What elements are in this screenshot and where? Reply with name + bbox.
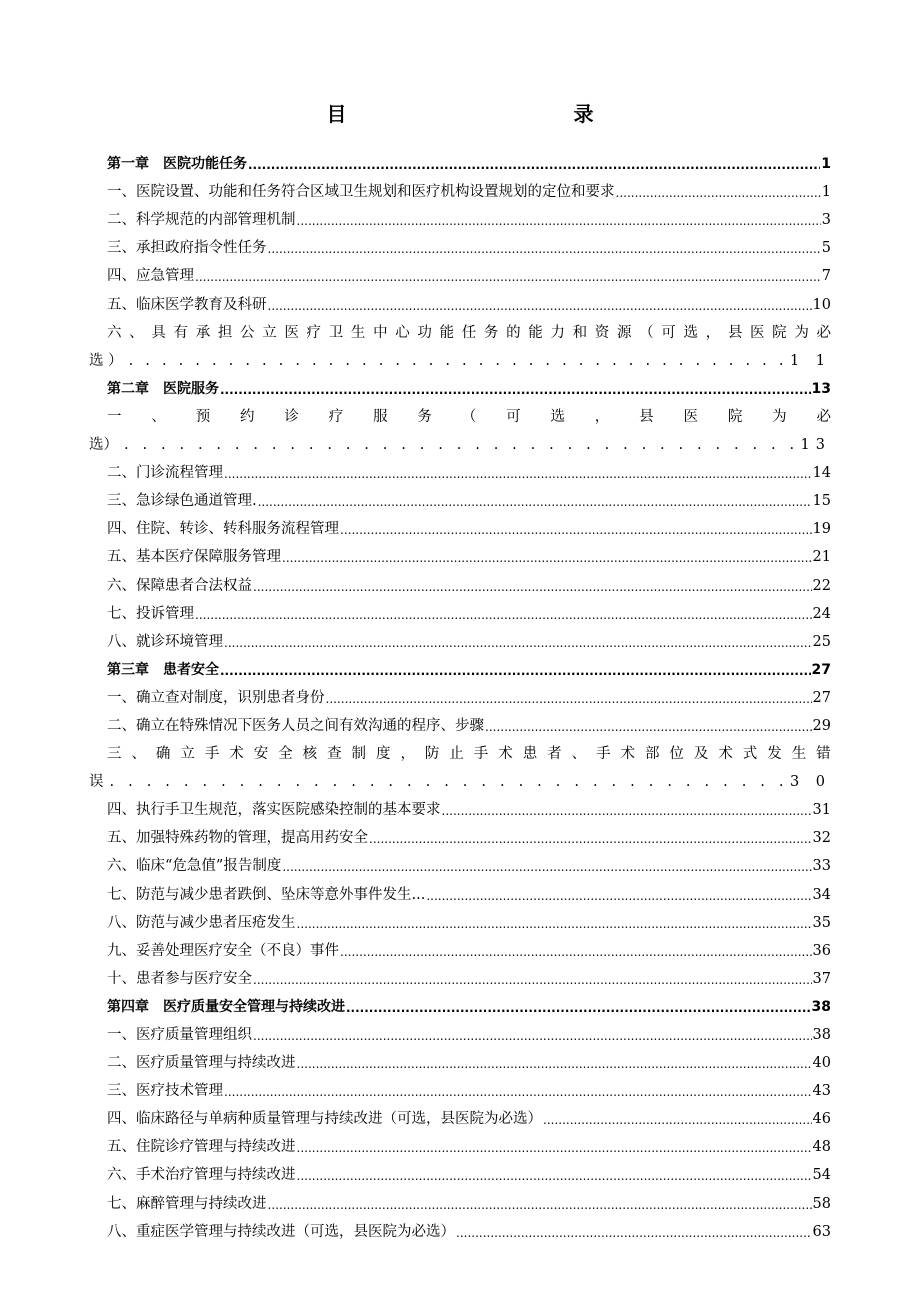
- toc-section-entry[interactable]: [89, 1185, 831, 1213]
- toc-leader-dots: [442, 802, 812, 820]
- toc-entry-text: 十、患者参与医疗安全: [107, 970, 252, 987]
- toc-entry-char: 资: [594, 324, 610, 341]
- toc-page-number: 21: [812, 549, 831, 566]
- toc-leader-dots: [340, 943, 812, 961]
- toc-entry-char: 术: [498, 746, 513, 763]
- toc-entry-char: 立: [180, 746, 195, 763]
- toc-entry-char: 约: [240, 408, 255, 425]
- toc-entry-text: 八、防范与减少患者压疮发生: [107, 914, 296, 931]
- toc-entry-text: 选）: [89, 437, 118, 454]
- toc-section-entry[interactable]: [89, 1101, 831, 1129]
- toc-entry-char: 一: [107, 408, 122, 425]
- toc-section-entry[interactable]: [89, 876, 831, 904]
- toc-entry-char: 安: [253, 746, 269, 763]
- toc-entry-text: 五、住院诊疗管理与持续改进: [107, 1139, 296, 1156]
- toc-entry-char: 中: [373, 324, 388, 341]
- toc-entry-char: （: [461, 408, 477, 425]
- toc-entry-text: 第三章 患者安全: [107, 661, 219, 678]
- toc-section-entry[interactable]: [89, 455, 831, 483]
- toc-chapter-entry[interactable]: [89, 146, 831, 174]
- toc-entry-char: 务: [483, 324, 499, 341]
- toc-entry-char: 核: [302, 746, 318, 763]
- toc-leader-dots: [220, 381, 811, 399]
- toc-entry-char: 确: [155, 746, 171, 763]
- toc-page-number: 10: [812, 296, 831, 313]
- toc-entry-char: 县: [639, 408, 654, 425]
- toc-entry-char: 可: [661, 324, 676, 341]
- toc-page-number: 13: [811, 380, 831, 397]
- toc-entry-text: 八、重症医学管理与持续改进（可选，县医院为必选）: [107, 1223, 455, 1240]
- toc-section-entry[interactable]: [89, 483, 831, 511]
- toc-section-entry[interactable]: [89, 792, 831, 820]
- toc-entry-char: 术: [718, 746, 733, 763]
- toc-leader-dots: [253, 1027, 812, 1045]
- toc-entry-text: 六、手术治疗管理与持续改进: [107, 1167, 296, 1184]
- toc-page-number: 19: [812, 521, 831, 538]
- toc-entry-char: 生: [791, 746, 807, 763]
- toc-section-entry[interactable]: [89, 680, 831, 708]
- toc-leader-dots: [282, 858, 811, 876]
- toc-entry-char: 诊: [284, 408, 299, 425]
- toc-page-number: 37: [812, 970, 831, 987]
- toc-page-number: 48: [812, 1139, 831, 1156]
- toc-entry-text: 第一章 医院功能任务: [107, 156, 247, 173]
- toc-entry-text: 四、应急管理: [107, 268, 194, 285]
- toc-leader-dots: [297, 1167, 812, 1185]
- toc-page-number: 43: [812, 1083, 831, 1100]
- toc-entry-char: 手: [204, 746, 220, 763]
- toc-leader-dots: [195, 606, 812, 624]
- toc-entry-char: 查: [327, 746, 342, 763]
- toc-entry-char: 的: [506, 324, 521, 341]
- toc-page-number: 63: [812, 1223, 831, 1240]
- toc-entry-char: 手: [596, 746, 611, 763]
- toc-section-entry[interactable]: [89, 961, 831, 989]
- toc-entry-char: 、: [129, 324, 144, 341]
- toc-entry-char: 和: [572, 324, 588, 341]
- toc-page-number: 1: [821, 184, 831, 201]
- toc-section-entry[interactable]: [89, 820, 831, 848]
- toc-entry-text: 六、保障患者合法权益: [107, 577, 252, 594]
- toc-leader-dots: [297, 212, 821, 230]
- toc-leader-dots: [224, 634, 812, 652]
- toc-entry-char: 为: [794, 324, 809, 341]
- toc-entry-char: 医: [284, 324, 299, 341]
- toc-entry-char: 能: [528, 324, 543, 341]
- toc-section-entry[interactable]: [89, 596, 831, 624]
- toc-entry-text: 三、急诊绿色通道管理.: [107, 493, 257, 510]
- toc-entry-line1[interactable]: [89, 315, 831, 343]
- toc-section-entry[interactable]: [89, 567, 831, 595]
- toc-entry-char: 担: [217, 324, 233, 341]
- toc-page-number: 38: [812, 1027, 831, 1043]
- toc-section-entry[interactable]: [89, 1157, 831, 1185]
- toc-page-number: 5: [821, 240, 831, 257]
- toc-leader-dots: [340, 521, 812, 539]
- toc-leader-dots: [248, 156, 820, 174]
- toc-entry-char: ，: [594, 408, 610, 425]
- toc-leader-dots: [297, 1139, 812, 1157]
- toc-entry-char: 度: [375, 746, 391, 763]
- toc-page-number: 58: [812, 1195, 831, 1212]
- toc-leader-dots: [224, 465, 812, 483]
- toc-entry-char: 三: [107, 746, 122, 763]
- toc-leader-dots: [369, 830, 812, 848]
- toc-entry-char: 必: [816, 324, 831, 341]
- toc-entry-char: 位: [669, 746, 684, 763]
- toc-entry-char: 服: [373, 408, 388, 425]
- toc-page-number: 40: [812, 1055, 831, 1072]
- toc-entry-text: 五、基本医疗保障服务管理: [107, 549, 281, 566]
- toc-section-entry[interactable]: [89, 1129, 831, 1157]
- toc-entry-char: 者: [547, 746, 562, 763]
- toc-entry-char: 能: [439, 324, 455, 341]
- toc-entry-text: 五、临床医学教育及科研: [107, 296, 267, 313]
- toc-entry-char: 六: [107, 324, 122, 341]
- toc-entry-char: 止: [449, 746, 464, 763]
- toc-page-number: 34: [812, 886, 831, 903]
- toc-entry-char: ，: [705, 324, 721, 341]
- toc-leader-dots: . . . . . . . . . . . . . . . . . . . . . . . . . . . . . . . . . . . . .: [109, 774, 784, 791]
- toc-entry-char: 有: [173, 324, 189, 341]
- toc-entry-text: 一、医院设置、功能和任务符合区域卫生规划和医疗机构设置规划的定位和要求: [107, 184, 615, 201]
- toc-entry-text: 七、投诉管理: [107, 605, 194, 622]
- toc-entry-char: 医: [749, 324, 765, 341]
- toc-entry-char: ，: [400, 746, 415, 763]
- toc-entry-text: 二、科学规范的内部管理机制: [107, 212, 296, 229]
- toc-entry-text: 八、就诊环境管理: [107, 633, 223, 650]
- toc-section-entry[interactable]: [89, 258, 831, 286]
- toc-entry-char: 务: [417, 408, 432, 425]
- toc-entry-text: 三、承担政府指令性任务: [107, 240, 267, 257]
- toc-leader-dots: [253, 971, 812, 989]
- toc-chapter-entry[interactable]: [89, 371, 831, 399]
- toc-leader-dots: [282, 549, 812, 567]
- toc-section-entry[interactable]: [89, 174, 831, 202]
- toc-leader-dots: [220, 662, 811, 680]
- toc-section-entry[interactable]: [89, 905, 831, 933]
- toc-entry-char: 院: [772, 324, 787, 341]
- toc-entry-char: 及: [693, 746, 709, 763]
- toc-entry-text: 选 ）: [89, 352, 123, 369]
- toc-entry-char: 全: [278, 746, 293, 763]
- toc-leader-dots: [253, 578, 812, 596]
- toc-leader-dots: [543, 1111, 812, 1129]
- toc-section-entry[interactable]: [89, 230, 831, 258]
- toc-entry-char: 选: [683, 324, 698, 341]
- toc-page-number: 35: [812, 914, 831, 931]
- toc-entry-text: 一、确立查对制度，识别患者身份: [107, 689, 325, 706]
- toc-entry-char: 医: [683, 408, 698, 425]
- toc-entry-char: 、: [131, 746, 146, 763]
- toc-entry-char: 承: [195, 324, 211, 341]
- toc-leader-dots: [485, 718, 812, 736]
- toc-entry-text: 四、住院、转诊、转科服务流程管理: [107, 521, 339, 538]
- toc-page-number: 7: [821, 268, 831, 285]
- toc-entry-line2[interactable]: [89, 427, 831, 455]
- toc-entry-char: 式: [742, 746, 758, 763]
- toc-entry-char: 、: [151, 408, 166, 425]
- toc-entry-char: 选: [550, 408, 565, 425]
- toc-entry-char: 县: [727, 324, 743, 341]
- toc-leader-dots: [268, 297, 812, 315]
- toc-entry-text: 误: [89, 774, 104, 791]
- toc-leader-dots: [326, 690, 812, 708]
- toc-entry-char: 立: [262, 324, 277, 341]
- toc-page-number: 3: [821, 212, 831, 229]
- toc-page-number: 38: [811, 998, 831, 1015]
- toc-leader-dots: [297, 1055, 812, 1073]
- toc-leader-dots: . . . . . . . . . . . . . . . . . . . . . . . . . . . . . . . . . . . . . . . .: [128, 352, 784, 369]
- toc-entry-char: 具: [151, 324, 166, 341]
- toc-entry-text: 三、医疗技术管理: [107, 1083, 223, 1100]
- toc-entry-char: 、: [571, 746, 587, 763]
- toc-entry-text: 九、妥善处理医疗安全（不良）事件: [107, 942, 339, 959]
- toc-entry-text: 第二章 医院服务: [107, 380, 219, 397]
- toc-section-entry[interactable]: [89, 1073, 831, 1101]
- toc-entry-line2[interactable]: [89, 764, 831, 792]
- toc-entry-char: 疗: [328, 408, 344, 425]
- toc-entry-char: 生: [350, 324, 366, 341]
- toc-entry-text: 第四章 医疗质量安全管理与持续改进: [107, 998, 345, 1015]
- toc-leader-dots: [268, 1196, 812, 1214]
- toc-entry-char: 预: [195, 408, 211, 425]
- toc-section-entry[interactable]: [89, 848, 831, 876]
- toc-chapter-entry[interactable]: [89, 989, 831, 1017]
- toc-entry-char: 院: [727, 408, 743, 425]
- toc-entry-char: 源: [616, 324, 632, 341]
- toc-section-entry[interactable]: [89, 708, 831, 736]
- toc-leader-dots: [224, 1083, 812, 1101]
- toc-entry-char: （: [639, 324, 654, 341]
- toc-entry-char: 患: [522, 746, 538, 763]
- toc-entry-char: 公: [240, 324, 255, 341]
- toc-page-number: 24: [812, 605, 831, 622]
- toc-entry-text: 六、临床“危急值”报告制度: [107, 858, 282, 875]
- toc-entry-text: 二、门诊流程管理: [107, 465, 223, 482]
- toc-leader-dots: [195, 268, 821, 286]
- toc-entry-text: 二、确立在特殊情况下医务人员之间有效沟通的程序、步骤: [107, 717, 484, 734]
- toc-page-number: 31: [812, 802, 831, 819]
- toc-entry-char: 卫: [328, 324, 344, 341]
- toc-page-number: 54: [812, 1167, 831, 1184]
- toc-page-number: 36: [812, 942, 831, 959]
- toc-page-number: 33: [812, 858, 831, 875]
- toc-entry-text: 七、防范与减少患者跌倒、坠床等意外事件发生...: [107, 886, 426, 903]
- page-title: 目 录: [326, 102, 704, 126]
- toc-entry-char: 术: [620, 746, 636, 763]
- toc-page-number: 1: [821, 156, 831, 173]
- toc-entry-char: 可: [506, 408, 521, 425]
- toc-page-number: 13: [800, 437, 831, 454]
- toc-entry-char: 防: [424, 746, 440, 763]
- toc-leader-dots: [616, 184, 821, 202]
- toc-section-entry[interactable]: [89, 1017, 831, 1045]
- toc-page-number: 46: [812, 1111, 831, 1128]
- toc-entry-char: 为: [772, 408, 787, 425]
- toc-page-number: 25: [812, 633, 831, 650]
- toc-section-entry[interactable]: [89, 202, 831, 230]
- toc-entry-char: 必: [816, 408, 831, 425]
- toc-section-entry[interactable]: [89, 624, 831, 652]
- toc-page-number: 14: [812, 465, 831, 482]
- toc-entry-char: 力: [550, 324, 565, 341]
- toc-page-number: 22: [812, 577, 831, 594]
- toc-leader-dots: [456, 1224, 812, 1242]
- toc-leader-dots: . . . . . . . . . . . . . . . . . . . . . . . . . . . . . . . . . . . . .: [124, 437, 795, 454]
- toc-entry-char: 手: [473, 746, 489, 763]
- toc-page-number: 29: [812, 717, 831, 734]
- table-of-contents: [89, 146, 831, 1242]
- toc-entry-text: 四、执行手卫生规范，落实医院感染控制的基本要求: [107, 802, 441, 819]
- toc-entry-text: 七、麻醉管理与持续改进: [107, 1195, 267, 1212]
- toc-entry-line1[interactable]: [89, 399, 831, 427]
- toc-page-number: 27: [811, 661, 831, 678]
- toc-entry-line1[interactable]: [89, 736, 831, 764]
- toc-section-entry[interactable]: [89, 286, 831, 314]
- toc-section-entry[interactable]: [89, 933, 831, 961]
- toc-page-number: 32: [812, 830, 831, 847]
- toc-leader-dots: [426, 887, 811, 905]
- toc-section-entry[interactable]: [89, 1045, 831, 1073]
- toc-entry-line2[interactable]: [89, 343, 831, 371]
- toc-page-number: 1 1: [789, 352, 831, 369]
- toc-chapter-entry[interactable]: [89, 652, 831, 680]
- toc-entry-char: 制: [351, 746, 367, 763]
- toc-page-number: 27: [812, 689, 831, 706]
- toc-page-number: 3 0: [789, 774, 831, 791]
- toc-page-number: 15: [812, 493, 831, 510]
- toc-entry-char: 任: [461, 324, 477, 341]
- toc-entry-text: 一、医疗质量管理组织: [107, 1027, 252, 1043]
- toc-entry-char: 疗: [306, 324, 322, 341]
- toc-entry-text: 五、加强特殊药物的管理，提高用药安全: [107, 830, 368, 847]
- toc-section-entry[interactable]: [89, 1214, 831, 1242]
- toc-leader-dots: [346, 999, 811, 1017]
- toc-leader-dots: [258, 493, 812, 511]
- toc-leader-dots: [268, 240, 821, 258]
- toc-entry-char: 术: [229, 746, 244, 763]
- toc-section-entry[interactable]: [89, 511, 831, 539]
- toc-entry-char: 发: [767, 746, 782, 763]
- toc-entry-char: 错: [816, 746, 831, 763]
- toc-entry-char: 部: [644, 746, 660, 763]
- toc-entry-char: 功: [417, 324, 432, 341]
- toc-entry-text: 四、临床路径与单病种质量管理与持续改进（可选，县医院为必选）: [107, 1111, 542, 1128]
- toc-leader-dots: [297, 915, 812, 933]
- toc-entry-text: 二、医疗质量管理与持续改进: [107, 1055, 296, 1072]
- toc-section-entry[interactable]: [89, 539, 831, 567]
- toc-entry-char: 心: [395, 324, 410, 341]
